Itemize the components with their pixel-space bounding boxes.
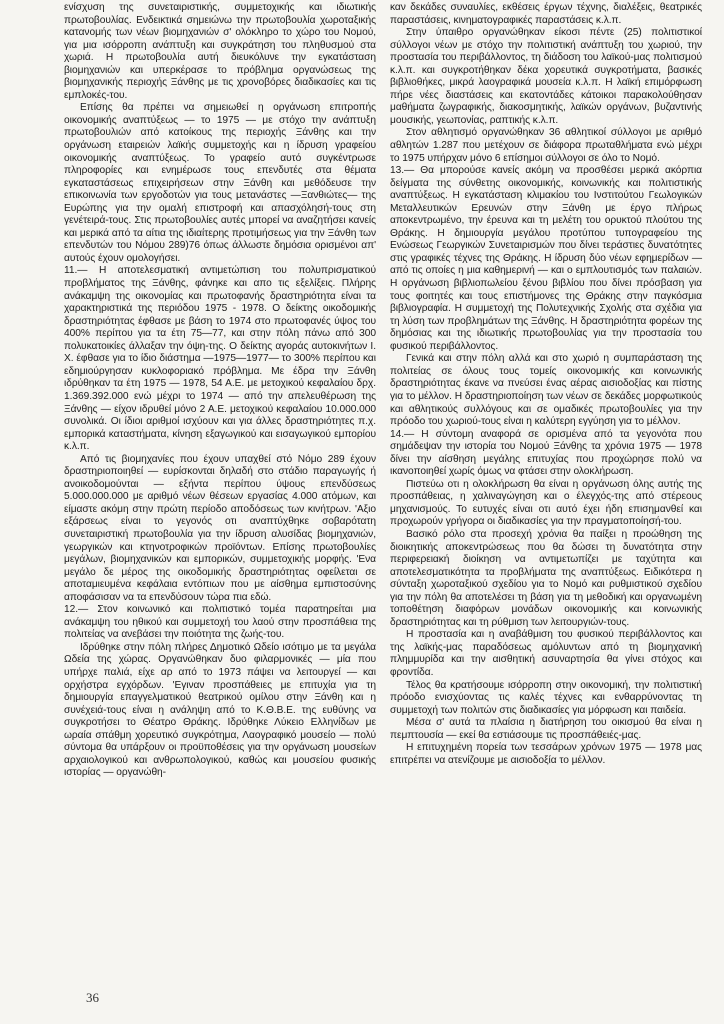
page-number: 36	[86, 990, 99, 1005]
paragraph: 13.— Θα μπορούσε κανείς ακόμη να προσθέσει μερικά ακόρπια δείγματα της σύνθετης οικονομικής, κοινωνικής και πολιτιστικής αναπτύξεως. Η εγκατάσταση κλιμακίου του Ινστιτούτου Γεωλογικών Μεταλλευτικών Ερευνών στην Ξάνθη με έργο πλήρως αποκεντρωμένο, την έρευνα και τη μελέτη του ορυκτού πλούτου της Θράκης. Η δημιουργία μεγάλου προτύπου τυπογραφείου της Ενώσεως Γεωργικών Συνεταιρισμών που δίνει τεράστιες δυνατότητες στις γραφικές τέχνες της Θράκης. Η ίδρυση δύο νέων εφημερίδων — από τις οποίες η μια καθημερινή — και ο εμπλουτισμός των παλαιών. Η οργάνωση βιβλιοπωλείου ξένου βιβλίου που δίνει πρόσβαση για τους φοιτητές και τους επιστήμονες της Θράκης στην παγκόσμια βιβλιογραφία. Η συμμετοχή της Πολυτεχνικής Σχολής στα σχέδια για τη λύση των προβλημάτων της Ξάνθης. Η δραστηριότητα φορέων της δημόσιας και της ιδιωτικής πρωτοβουλίας για την προστασία του φυσικού περιβάλλοντος.	[390, 165, 702, 352]
paragraph: 14.— Η σύντομη αναφορά σε ορισμένα από τα γεγονότα που σημάδεψαν την ιστορία του Νομού Ξάνθης τα χρόνια 1975 — 1978 δίνει την αίσθηση μεγάλης επιτυχίας που προχώρησε πολύ να ικανοποιηθεί χωρίς όμως να φτάσει στην ολοκλήρωση.	[390, 428, 702, 478]
left-column	[64, 2, 376, 780]
paragraph: Στον αθλητισμό οργανώθηκαν 36 αθλητικοί σύλλογοι με αριθμό αθλητών 1.287 που μετέχουν σε διάφορα πρωταθλήματα ενώ μέχρι το 1975 υπήρχαν μόνο 6 επίσημοι σύλλογοι σε όλο το Νομό.	[390, 127, 702, 164]
right-column	[390, 2, 702, 767]
paragraph: Από τις βιομηχανίες που έχουν υπαχθεί στό Νόμο 289 έχουν δραστηριοποιηθεί — ευρίσκονται δηλαδή στο στάδιο παραγωγής ή ανοικοδομούνται — εξήντα περίπου ύψους επενδύσεως 5.000.000.000 με αριθμό νέων θέσεων εργασίας 4.000 ατόμων, και είμαστε ακόμη στην πρώτη περίοδο αποδόσεως των κινήτρων. 'Αξιο εξάρσεως είναι το γεγονός οτι αναπτύχθηκε σοβαρότατη συνεταιριστική πρωτοβουλία για την ίδρυση αλυσίδας βιομηχανιών, γεωργικών και κτηνοτροφικών προϊόντων. Επίσης πρωτοβουλίες μεγάλων, βιομηχανικών και εμπορικών, συμμετοχικής μορφής. 'Ενα μεγάλο δε μέρος της οικοδομικής δραστηριότητας οφείλεται σε αποταμιευμένα κεφάλαια εντόπιων που με αίσθημα εμπιστοσύνης αποφάσισαν να τα επενδύσουν τώρα πια εδώ.	[64, 453, 376, 603]
paragraph: Στην ύπαιθρο οργανώθηκαν είκοσι πέντε (25) πολιτιστικοί σύλλογοι νέων με στόχο την πολιτιστική ανάπτυξη του χωριού, την προστασία του περιβάλλοντος, τη διάδοση του λαϊκού-μας πολιτισμού κ.λ.π. και συγκροτήθηκαν δέκα χορευτικά συγκροτήματα, βασικές βιβλιοθήκες, μικρά λαογραφικά μουσεία κ.λ.π. Η λαϊκή επιμόρφωση πήρε νέες διαστάσεις και εκατοντάδες κάτοικοι παρακολούθησαν μαθήματα ζωγραφικής, διακοσμητικής, λαϊκών οργάνων, βυζαντινής μουσικής, γεωπονίας, ραπτικής κ.λ.π.	[390, 27, 702, 126]
paragraph: Μέσα σ' αυτά τα πλαίσια η διατήρηση του οικισμού θα είναι η πεμπτουσία — εκεί θα εστιάσουμε τις προσπάθειές-μας.	[390, 717, 702, 741]
paragraph: Πιστεύω οτι η ολοκλήρωση θα είναι η οργάνωση όλης αυτής της προσπάθειας, η χαλιναγώγηση και ο έλεγχός-της από στέρεους μηχανισμούς. Το ευτυχές είναι οτι αυτό έχει ήδη επισημανθεί και προχωρούν γρήγορα οι διαδικασίες για την πραγματοποίησή-του.	[390, 478, 702, 528]
paragraph: 12.— Στον κοινωνικό και πολιτιστικό τομέα παρατηρείται μια ανάκαμψη του ηθικού και συμμετοχή του λαού στην προσπάθεια της πολιτείας να ανεβάσει την ποιότητα της ζωής-του.	[64, 604, 376, 641]
paragraph: καν δεκάδες συναυλίες, εκθέσεις έργων τέχνης, διαλέξεις, θεατρικές παραστάσεις, κινηματογραφικές παραστάσεις κ.λ.π.	[390, 2, 702, 26]
paragraph: ενίσχυση της συνεταιριστικής, συμμετοχικής και ιδιωτικής πρωτοβουλίας. Ενδεικτικά σημειώνω την πρωτοβουλία χωροταξικής κατανομής των νέων βιομηχανιών σ' ολόκληρο το χώρο του Νομού, για μια ισόρροπη ανάπτυξη και συγκράτηση του πληθυσμού στα χωριά. Η πρωτοβουλία αυτή διευκόλυνε την εγκατάσταση βιομηχανιών και υπερκέρασε το πρόβλημα οργανώσεως της βιομηχανικής περιοχής Ξάνθης με τις χρονοβόρες διαδικασίες και τις εμπλοκές-του.	[64, 2, 376, 101]
paragraph: Η επιτυχημένη πορεία των τεσσάρων χρόνων 1975 — 1978 μας επιτρέπει να ατενίζουμε με αισιοδοξία το μέλλον.	[390, 742, 702, 766]
paragraph: Η προστασία και η αναβάθμιση του φυσικού περιβάλλοντος και της λαϊκής-μας παραδόσεως αμόλυντων από τη βιομηχανική πλημμυρίδα και την αισθητική ασυναρτησία θα γίνει στόχος και φροντίδα.	[390, 629, 702, 678]
paragraph: Τέλος θα κρατήσουμε ισόρροπη στην οικονομική, την πολιτιστική πρόοδο ενισχύοντας τις καλές τέχνες και ενθαρρύνοντας τη συμμετοχή των πολιτών στις διαδικασίες για μόρφωση και παιδεία.	[390, 679, 702, 716]
paragraph: Γενικά και στην πόλη αλλά και στο χωριό η συμπαράσταση της πολιτείας σε όλους τους τομείς οικονομικής και κοινωνικής δραστηριότητας έκανε να πνεύσει ένας αέρας αισιοδοξίας και πίστης για το μέλλον. Η δραστηριοποίηση των νέων σε δεκάδες μορφωτικούς και αθλητικούς συλλόγους και σε ομαδικές πρωτοβουλίες για την πρόοδο του χωριού-τους είναι η καλύτερη εγγύηση για το μέλλον.	[390, 353, 702, 428]
paragraph: 11.— Η αποτελεσματική αντιμετώπιση του πολυπρισματικού προβλήματος της Ξάνθης, φάνηκε και απο τις εξελίξεις. Πλήρης ανάκαμψη της οικονομίας και πρωτοφανής δραστηριότητα είναι τα χαρακτηριστικά της περιόδου 1975 - 1978. Ο δείκτης οικοδομικής δραστηριότητας έφθασε με βάση το 1974 στο πρωτοφανές ύψος του 400% περίπου για τα έτη 75—77, και στην πόλη πάνω από 300 πολυκατοικίες άλλαξαν την όψη-της. Ο δείκτης αγοράς αυτοκινήτων Ι. Χ. έφθασε για το ίδιο διάστημα —1975—1977— το 300% περίπου και εδημιούργησαν κυκλοφοριακό πρόβλημα. Με έδρα την Ξάνθη ιδρύθηκαν τα έτη 1975 — 1978, 54 Α.Ε. με μετοχικού κεφαλαίου δρχ. 1.369.392.000 ενώ μέχρι το 1974 — από την απελευθέρωση της Ξάνθης — είχον ιδρυθεί μόνο 2 Α.Ε. μετοχικού κεφαλαίου 10.000.000 συνολικά. Οι ίδιοι αριθμοί ισχύουν και για άλλες δραστηριότητες π.χ. εμπορικά καταστήματα, κίνηση εξαγωγικού και εισαγωγικού εμπορίου κ.λ.π.	[64, 265, 376, 453]
paragraph: Ιδρύθηκε στην πόλη πλήρες Δημοτικό Ωδείο ισότιμο με τα μεγάλα Ωδεία της χώρας. Οργανώθηκαν δυο φιλαρμονικές — μία που υπήρχε παλιά, είχε αρ από το 1973 πάψει να λειτουργεί — και ορχήστρα εγχόρδων. 'Εγιναν προσπάθειες με επιτυχία για τη δημιουργία επαγγελματικού θεατρικού ομίλου στην Ξάνθη και η συνέχειά-τους είναι η ανάληψη από το Κ.Θ.Β.Ε. της ευθύνης να συγκροτήσει το Θέατρο Θράκης. Ιδρύθηκε Λύκειο Ελληνίδων με ωραία σπάθμη χορευτικό συγκρότημα, Λαογραφικό μουσείο — πολύ σύντομα θα υπάρξουν οι προϋποθέσεις για την οργάνωση μουσείων αρχαιολογικού και ανθρωπολογικού, καθώς και μουσείου φυσικής ιστορίας — οργανώθη-	[64, 641, 376, 779]
paragraph: Βασικό ρόλο στα προσεχή χρόνια θα παίξει η προώθηση της διοικητικής αποκεντρώσεως που θα δώσει τη δυνατότητα στην περιφερειακή διοίκηση να αντιμετωπίζει με ταχύτητα και αποτελεσματικότητα τα προβλήματα της αναπτύξεως. Ειδικότερα η σύνταξη χωροταξικού σχεδίου για το Νομό και ρυθμιστικού σχεδίου για την πόλη θα αποτελέσει τη βάση για τη μεθοδική και οργανωμένη τοποθέτηση διαφόρων μονάδων οικονομικής και κοινωνικής δραστηριότητας και τη ρύθμιση των λειτουργιών-τους.	[390, 528, 702, 628]
paragraph: Επίσης θα πρέπει να σημειωθεί η οργάνωση επιτροπής οικονομικής αναπτύξεως — το 1975 — με στόχο την ανάπτυξη πρωτοβουλιών από κατοίκους της περιοχής Ξάνθης και την οργάνωση εταιρειών λαϊκής συμμετοχής και η ίδρυση γραφείου οικονομικής αναπτύξεως. Το γραφείο αυτό συγκέντρωσε πληροφορίες και ενημέρωσε τους επενδυτές στα θέματα εγκαταστάσεως επιχειρήσεων στην Ξάνθη και μεθόδευσε την επικοινωνία των εργοδοτών για τους μετανάστες —Ξανθιώτες— της Ευρώπης για την ομαλή επιστροφή και απασχόλησή-τους στη γενέτειρά-τους. Στις πρωτοβουλίες αυτές μπορεί να αναζητήσει κανείς και μερικά από τα αίτια της ιδιαίτερης προτιμήσεως για την Ξάνθη των επενδυτών του Νόμου 289)76 όπως άλλωστε δημόσια ορισμένοι απ' αυτούς έχουν ομολογήσει.	[64, 102, 376, 264]
